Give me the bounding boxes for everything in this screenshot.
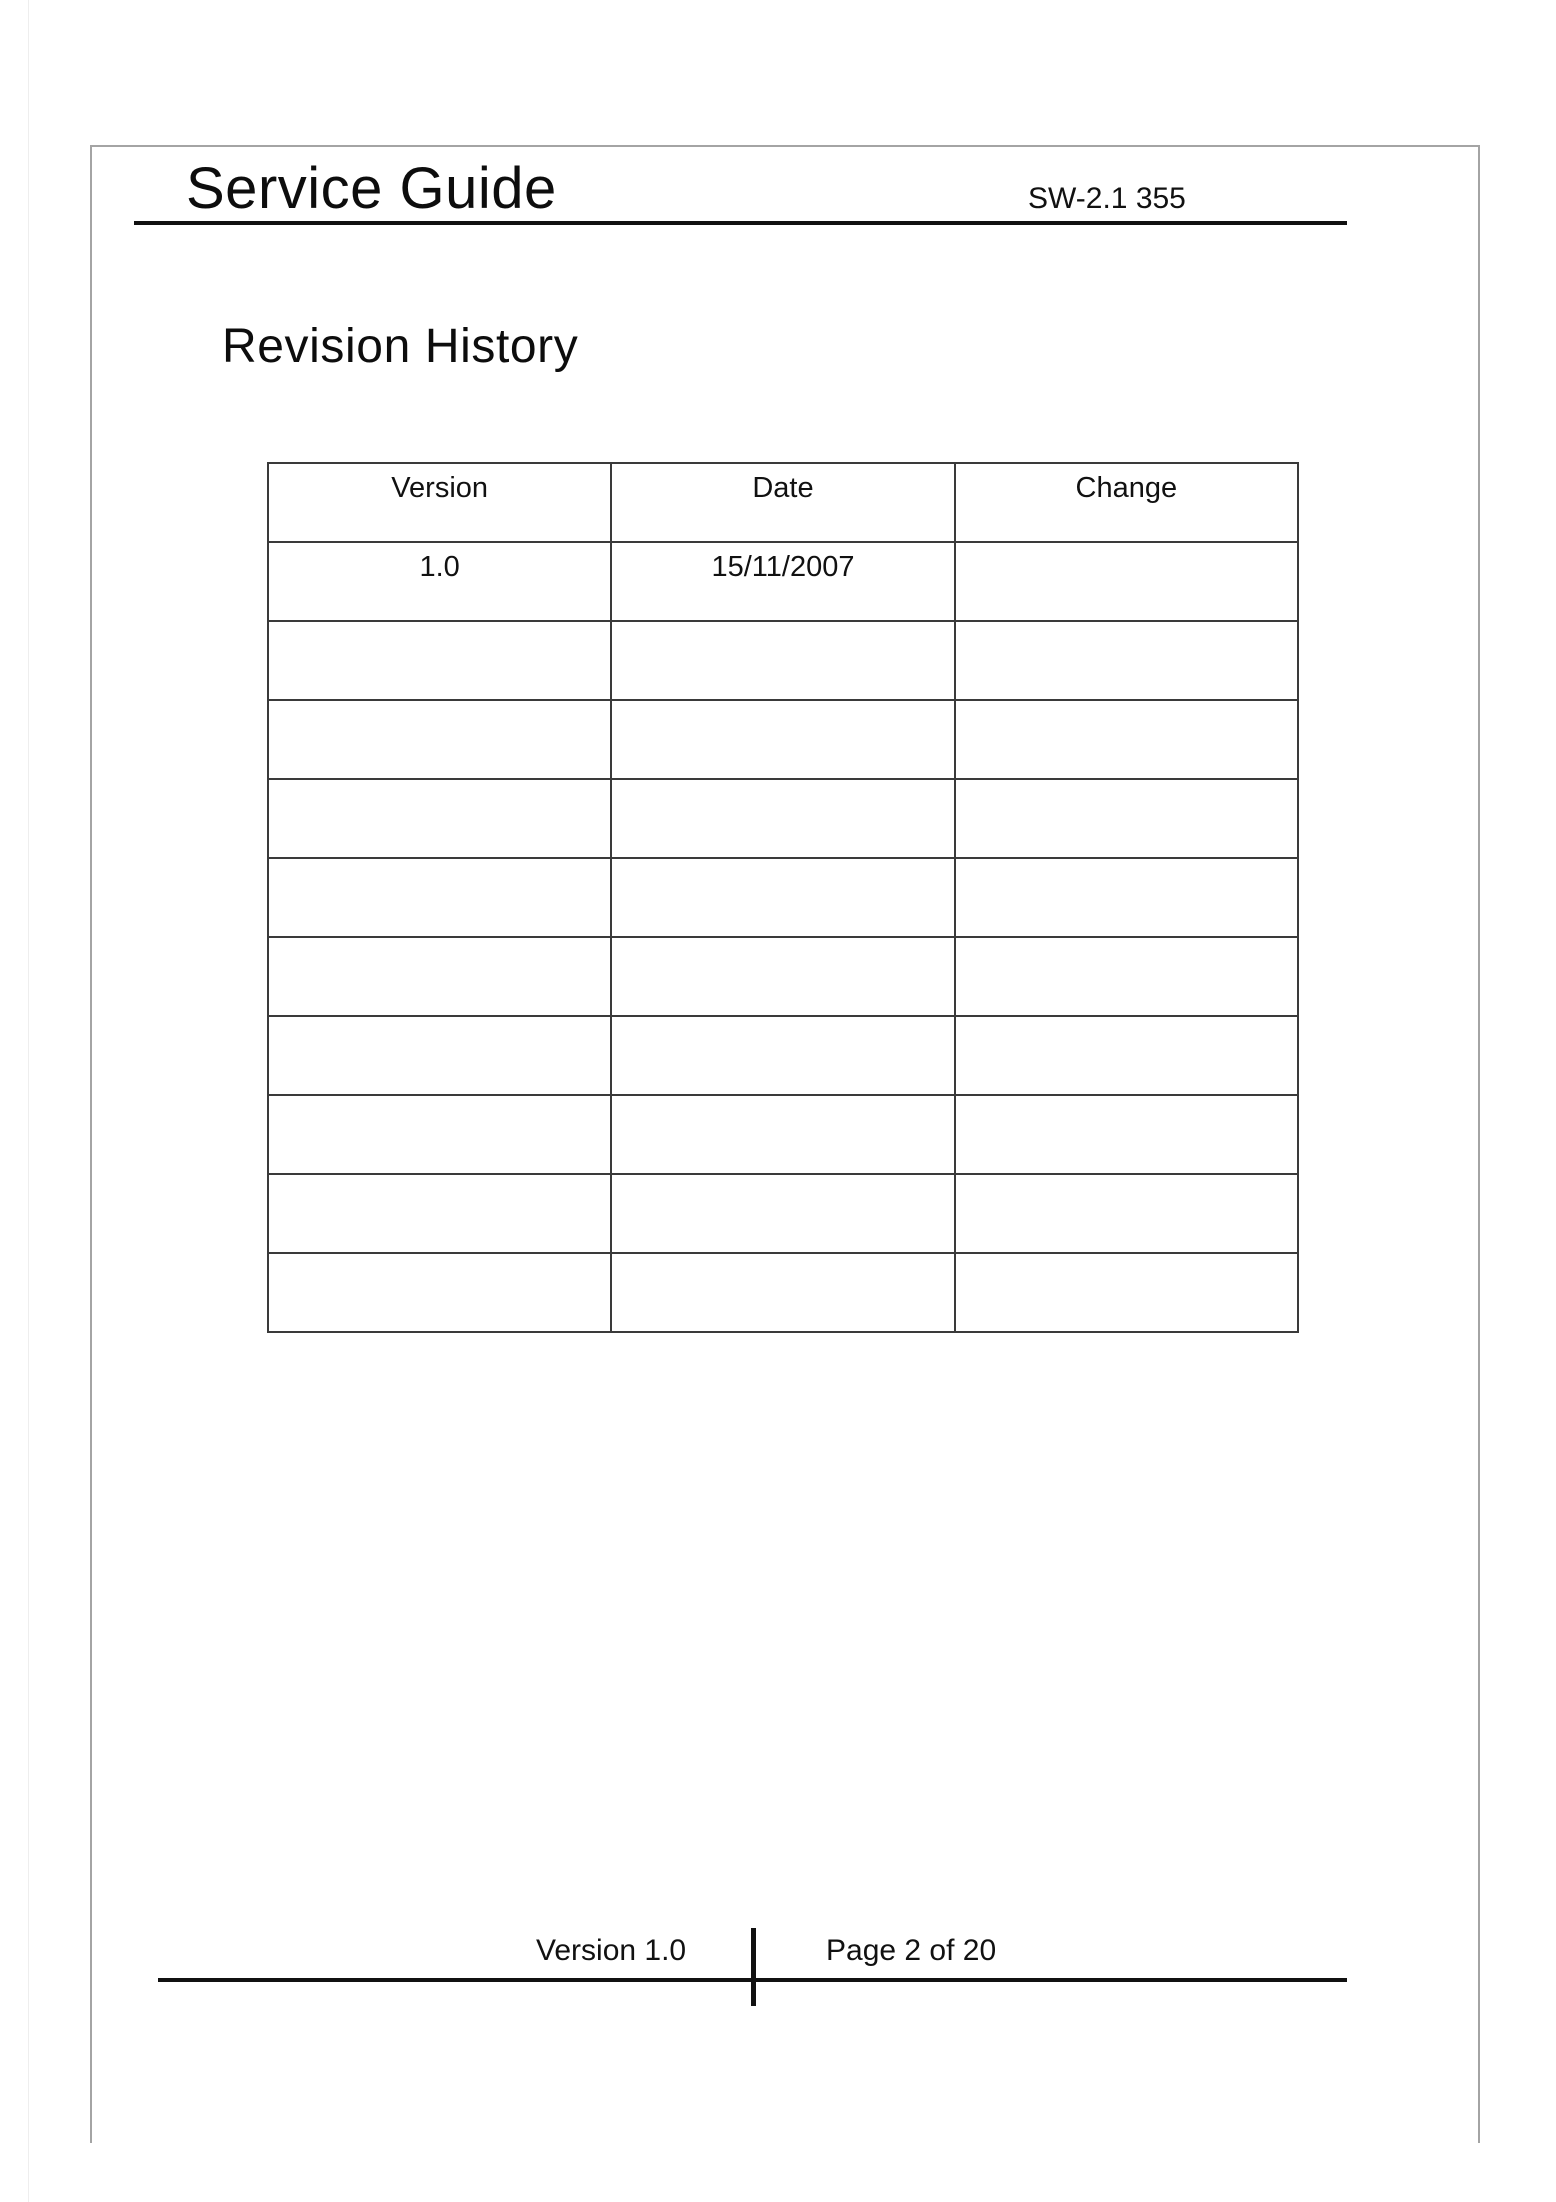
table-cell-version: [269, 622, 612, 701]
scan-edge-line: [28, 0, 29, 2202]
table-header-cell-version: Version: [269, 464, 612, 543]
table-cell-date: [612, 938, 955, 1017]
table-cell-version: 1.0: [269, 543, 612, 622]
table-cell-version: [269, 1175, 612, 1254]
table-cell-date: [612, 859, 955, 938]
table-cell-version: [269, 938, 612, 1017]
document-title: Service Guide: [186, 156, 557, 221]
table-cell-version: [269, 1254, 612, 1333]
table-cell-change: [956, 1017, 1299, 1096]
table-cell-change: [956, 859, 1299, 938]
table-header-cell-date: Date: [612, 464, 955, 543]
revision-history-table: [267, 462, 1299, 1333]
table-cell-version: [269, 1096, 612, 1175]
table-cell-date: [612, 780, 955, 859]
table-cell-change: [956, 622, 1299, 701]
table-cell-date: [612, 622, 955, 701]
table-cell-change: [956, 1175, 1299, 1254]
table-cell-version: [269, 780, 612, 859]
table-cell-date: 15/11/2007: [612, 543, 955, 622]
table-cell-change: [956, 780, 1299, 859]
table-cell-version: [269, 859, 612, 938]
table-cell-change: [956, 543, 1299, 622]
footer-page-number: Page 2 of 20: [826, 1934, 997, 1967]
table-cell-date: [612, 1175, 955, 1254]
footer-rule: [158, 1978, 1347, 1982]
section-heading: Revision History: [222, 320, 579, 373]
table-cell-date: [612, 1017, 955, 1096]
table-cell-date: [612, 1096, 955, 1175]
table-cell-version: [269, 701, 612, 780]
table-cell-date: [612, 701, 955, 780]
table-cell-change: [956, 1254, 1299, 1333]
table-cell-version: [269, 1017, 612, 1096]
table-cell-date: [612, 1254, 955, 1333]
footer-divider: [751, 1928, 756, 2006]
header-rule: [134, 221, 1347, 225]
document-code: SW-2.1 355: [1028, 182, 1186, 215]
table-header-cell-change: Change: [956, 464, 1299, 543]
footer-version: Version 1.0: [536, 1934, 687, 1967]
table-cell-change: [956, 1096, 1299, 1175]
table-cell-change: [956, 938, 1299, 1017]
table-cell-change: [956, 701, 1299, 780]
